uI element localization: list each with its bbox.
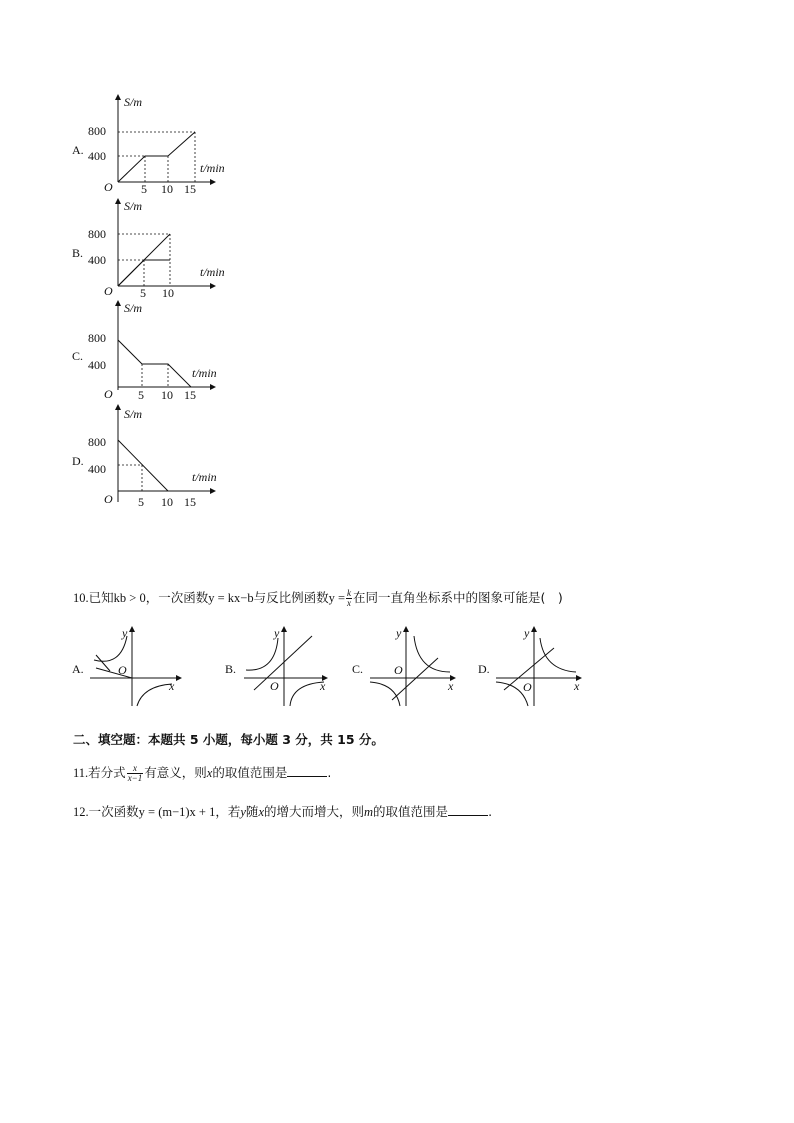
y-axis-label: S/m <box>124 407 142 421</box>
fraction-x-over-x-minus-1 <box>127 764 144 783</box>
series-line <box>118 440 168 491</box>
x-label: x <box>320 679 326 693</box>
origin-label: O <box>118 663 127 677</box>
x-tick-10: 10 <box>161 182 173 196</box>
linear-line <box>254 636 312 690</box>
y-axis-arrow <box>115 198 121 204</box>
variable-y: y <box>240 805 246 819</box>
x-tick-15: 15 <box>184 495 196 509</box>
x-axis-arrow <box>210 179 216 185</box>
y-tick-800: 800 <box>88 435 106 449</box>
y-label: y <box>524 626 530 640</box>
q10-graph-d <box>492 624 592 709</box>
y-tick-800: 800 <box>88 124 106 138</box>
hyperbola-branch-2 <box>290 682 324 706</box>
y-tick-800: 800 <box>88 227 106 241</box>
hyperbola-branch-2 <box>137 684 172 706</box>
y-tick-400: 400 <box>88 462 106 476</box>
variable-m: m <box>364 805 374 819</box>
x-axis-label: t/min <box>200 265 225 279</box>
y-tick-400: 400 <box>88 149 106 163</box>
graph-a <box>88 92 250 197</box>
period: . <box>488 804 493 819</box>
question-text-1: 若分式 <box>88 765 126 780</box>
condition: kb > 0 <box>113 591 146 605</box>
section-2-heading: 二、填空题：本题共 5 小题，每小题 3 分，共 15 分。 <box>73 732 384 747</box>
q10-option-d-label: D. <box>478 662 490 676</box>
x-tick-15: 15 <box>184 388 196 402</box>
x-label: x <box>448 679 454 693</box>
question-text-4: 的增大而增大，则 <box>264 804 365 819</box>
q10-graph-b <box>238 624 338 709</box>
question-number: 11. <box>73 766 89 780</box>
y-axis-label: S/m <box>124 199 142 213</box>
y-tick-400: 400 <box>88 253 106 267</box>
y-axis-label: S/m <box>124 301 142 315</box>
linear-function: y = (m−1)x + 1 <box>138 805 216 819</box>
origin-label: O <box>523 680 532 694</box>
answer-blank[interactable] <box>287 764 327 777</box>
y-axis-arrow <box>115 300 121 306</box>
question-11 <box>73 763 331 783</box>
q10-option-b-label: B. <box>225 662 237 676</box>
fraction-numerator: x <box>127 764 144 774</box>
origin-label: O <box>104 387 113 401</box>
origin-label: O <box>104 284 113 298</box>
q10-graph-a <box>88 624 188 709</box>
fraction-denominator: x−1 <box>127 773 143 783</box>
question-text-3: 的取值范围是 <box>212 765 288 780</box>
y-label: y <box>396 626 402 640</box>
fraction-denominator: x <box>347 598 352 608</box>
question-number: 10. <box>73 591 89 605</box>
hyperbola-branch-2 <box>370 682 400 706</box>
option-b-label: B. <box>72 246 84 260</box>
y-axis-label: S/m <box>124 95 142 109</box>
inverse-function-left: y = <box>328 591 346 605</box>
fraction-k-over-x <box>346 589 352 608</box>
y-tick-400: 400 <box>88 358 106 372</box>
y-axis-arrow <box>115 94 121 100</box>
x-tick-5: 5 <box>140 286 146 300</box>
graph-d <box>88 402 250 512</box>
x-axis-label: t/min <box>192 470 217 484</box>
y-tick-800: 800 <box>88 331 106 345</box>
variable-x: x <box>206 766 213 780</box>
question-10 <box>73 588 563 608</box>
q10-graph-c <box>366 624 466 709</box>
series-line <box>118 132 195 182</box>
series-line <box>118 340 191 387</box>
x-label: x <box>169 679 175 693</box>
question-text-5: 的取值范围是 <box>373 804 449 819</box>
answer-blank[interactable] <box>448 803 488 816</box>
x-axis-arrow <box>210 384 216 390</box>
question-text-2: ，若 <box>215 804 241 819</box>
origin-label: O <box>104 180 113 194</box>
question-text-2: 有意义，则 <box>144 765 207 780</box>
q10-option-c-label: C. <box>352 662 364 676</box>
question-text-3: 与反比例函数 <box>253 590 329 605</box>
x-axis-arrow <box>210 488 216 494</box>
variable-x: x <box>258 805 264 819</box>
y-axis-arrow <box>115 404 121 410</box>
x-axis-arrow <box>210 283 216 289</box>
hyperbola-branch-1 <box>414 636 450 672</box>
x-tick-10: 10 <box>162 286 174 300</box>
x-tick-10: 10 <box>161 495 173 509</box>
period: . <box>327 765 332 780</box>
graph-c <box>88 298 250 403</box>
x-tick-5: 5 <box>138 495 144 509</box>
x-tick-10: 10 <box>161 388 173 402</box>
fraction-numerator: k <box>347 588 352 598</box>
q10-option-a-label: A. <box>72 662 84 676</box>
x-axis-label: t/min <box>200 161 225 175</box>
hyperbola-branch-1 <box>246 638 278 670</box>
question-text-4: 在同一直角坐标系中的图象可能是( ) <box>353 590 563 605</box>
x-tick-5: 5 <box>138 388 144 402</box>
x-axis-label: t/min <box>192 366 217 380</box>
x-label: x <box>574 679 580 693</box>
origin-label: O <box>270 679 279 693</box>
question-number: 12. <box>73 805 89 819</box>
graph-b <box>88 196 250 301</box>
question-text-2: ，一次函数 <box>145 590 209 605</box>
question-text-3: 随 <box>245 804 259 819</box>
option-c-label: C. <box>72 349 84 363</box>
question-12 <box>73 802 492 820</box>
linear-function: y = kx−b <box>208 591 254 605</box>
question-text-1: 一次函数 <box>88 804 139 819</box>
y-label: y <box>274 626 280 640</box>
question-text-1: 已知 <box>88 590 114 605</box>
x-tick-15: 15 <box>184 182 196 196</box>
option-d-label: D. <box>72 454 84 468</box>
origin-label: O <box>104 492 113 506</box>
y-label: y <box>122 626 128 640</box>
x-tick-5: 5 <box>141 182 147 196</box>
origin-label: O <box>394 663 403 677</box>
option-a-label: A. <box>72 143 84 157</box>
